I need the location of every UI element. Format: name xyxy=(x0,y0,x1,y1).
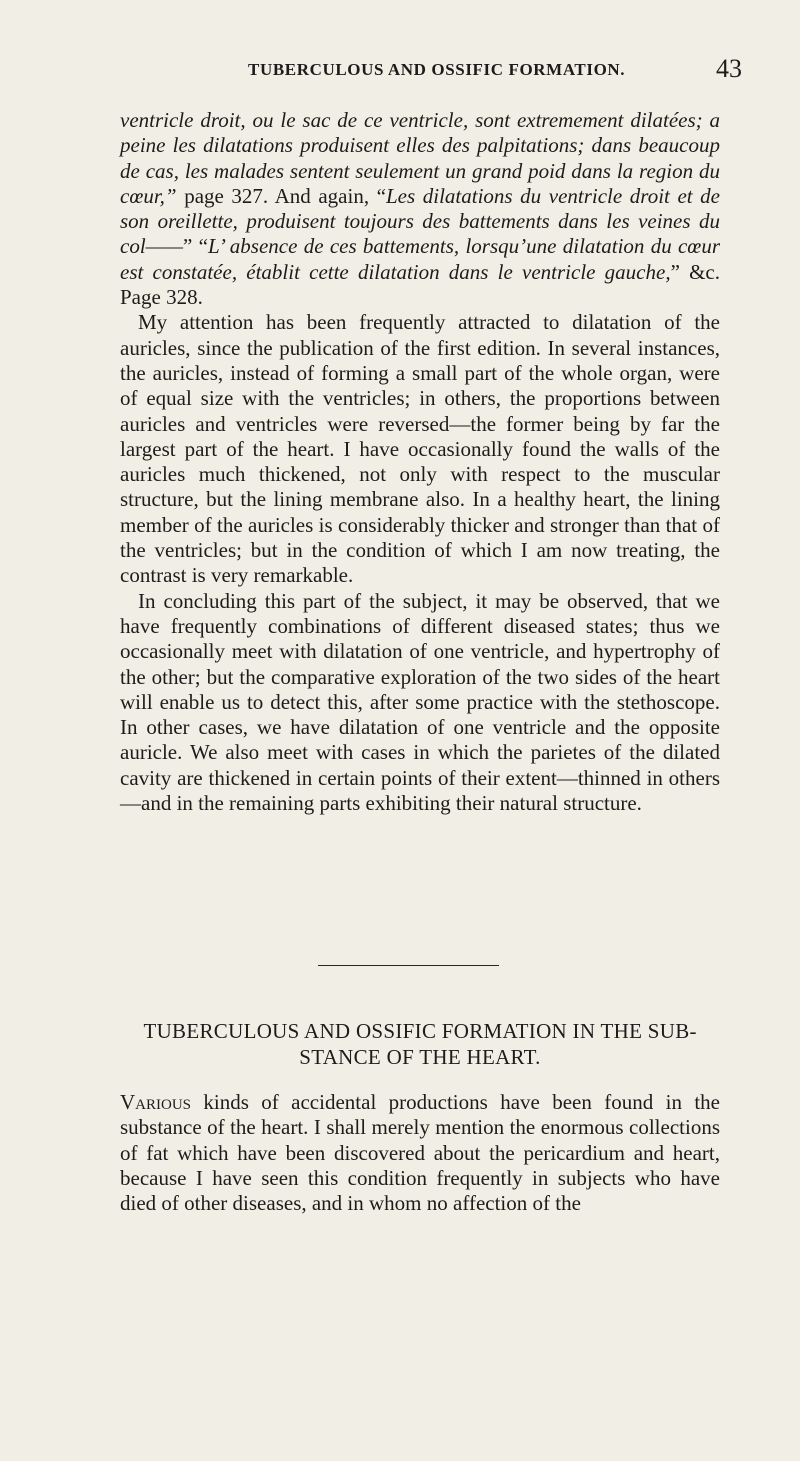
section-paragraph-text: kinds of accidental productions have been found in the substance of the heart. I shall merely mention the enormous collections of fat which have been discovered about the pericardium and heart, because I have seen this condition frequently in subjects who have died of other diseases, and in whom no affection of the xyxy=(120,1090,720,1216)
section-lead-word: Various xyxy=(120,1090,192,1114)
section-paragraph xyxy=(120,1090,720,1216)
quote-fragment-2: Les dilatations du ventricle droit et de son oreillette, produisent toujours des battements dans les veines du col—— xyxy=(120,183,721,259)
citation-fragment-2: ” “ xyxy=(183,234,208,259)
citation-fragment-3: ” &c. Page 328. xyxy=(120,259,720,310)
french-quote-paragraph xyxy=(120,108,720,310)
quote-fragment-1: ventricle droit, ou le sac de ce ventricle, sont extremement dilatées; a peine les dilatations produisent elles des palpitations; dans beaucoup de cas, les malades sentent seulement un grand poid dans la region du cœur,” xyxy=(120,108,720,208)
running-head: TUBERCULOUS AND OSSIFIC FORMATION. xyxy=(248,60,626,79)
paragraph-conclusion: In concluding this part of the subject, it may be observed, that we have frequently combinations of different diseased states; thus we occasionally meet with dilatation of one ventricle, and hypertrophy of the other; but the comparative exploration of the two sides of the heart will enable us to detect this, after some practice with the stethoscope. In other cases, we have dilatation of one ventricle and the opposite auricle. We also meet with cases in which the parietes of the dilated cavity are thickened in certain points of their extent—thinned in others—and in the remaining parts exhibiting their natural structure. xyxy=(120,588,720,816)
body-text xyxy=(120,108,720,816)
page-header xyxy=(0,52,800,92)
section-divider xyxy=(318,965,499,966)
section-body xyxy=(120,1090,720,1216)
paragraph-auricles: My attention has been frequently attracted to dilatation of the auricles, since the publication of the first edition. In several instances, the auricles, instead of forming a small part of the whole organ, were of equal size with the ventricles; in others, the proportions between auricles and ventricles were reversed—the former being by far the largest part of the heart. I have occasionally found the walls of the auricles much thickened, not only with respect to the muscular structure, but the lining membrane also. In a healthy heart, the lining member of the auricles is considerably thicker and stronger than that of the ventricles; but in the condition of which I am now treating, the contrast is very remarkable. xyxy=(120,310,720,588)
section-heading: TUBERCULOUS AND OSSIFIC FORMATION IN THE SUBSTANCE OF THE HEART. xyxy=(143,1019,697,1069)
quote-fragment-3: L’ absence de ces battements, lorsqu’une dilatation du cœur est constatée, établit cette dilatation dans le ventricle gauche, xyxy=(120,234,720,284)
citation-fragment-1: page 327. And again, “ xyxy=(176,183,386,208)
page-number: 43 xyxy=(716,54,742,83)
